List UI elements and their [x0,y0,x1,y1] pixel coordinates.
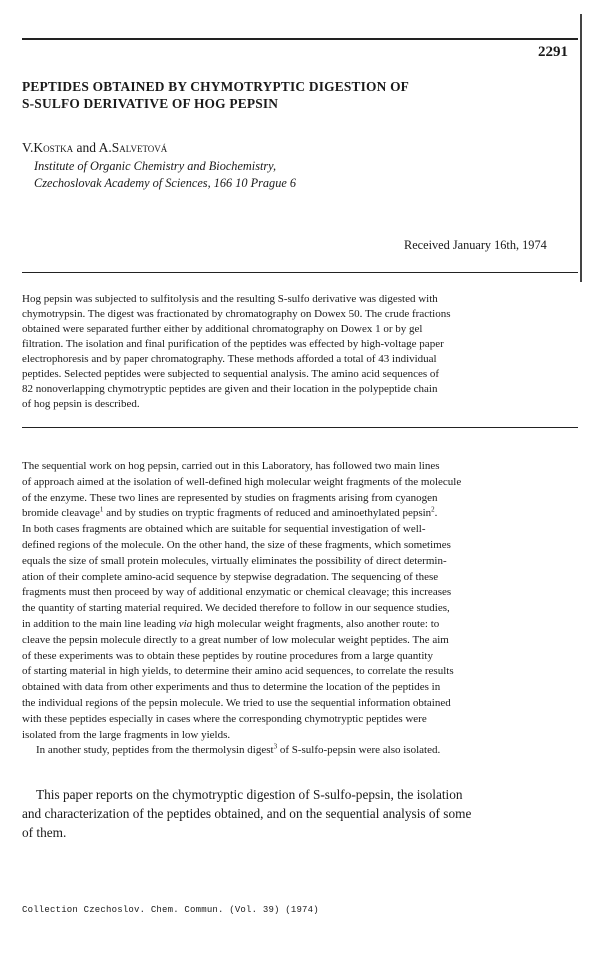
body-line: with these peptides especially in cases where the corresponding chymotryptic peptides were [22,712,427,725]
abstract-line: filtration. The isolation and final purification of the peptides was effected by high-voltage paper [22,338,444,350]
page-number: 2291 [538,44,568,60]
title-line: PEPTIDES OBTAINED BY CHYMOTRYPTIC DIGESTION OF [22,79,410,94]
body-text-span: and by studies on tryptic fragments of reduced and aminoethylated pepsin [103,507,432,520]
page-edge-line [580,14,582,282]
body-line: ation of their complete amino-acid sequence by stepwise degradation. The sequencing of these [22,570,439,583]
body-text-span: high molecular weight fragments, also another route: to [192,617,440,630]
received-rule [22,272,578,273]
body-line: of the enzyme. These two lines are represented by studies on fragments arising from cyanogen [22,491,438,504]
authors [22,140,167,156]
author-conjunction: and [76,140,97,155]
affiliation [34,158,296,192]
body-text-span: In another study, peptides from the thermolysin digest [36,744,274,757]
body-line: equals the size of small protein molecules, virtually eliminates the possibility of direct determin- [22,554,447,567]
abstract-line: peptides. Selected peptides were subjected to sequential analysis. The amino acid sequences of [22,368,440,380]
body-line: of approach aimed at the isolation of well-defined high molecular weight fragments of the molecule [22,475,462,488]
affiliation-line: Institute of Organic Chemistry and Biochemistry, [34,159,277,173]
body-line: the individual regions of the pepsin molecule. We tried to use the sequential information obtained [22,696,451,709]
title-line: S-SULFO DERIVATIVE OF HOG PEPSIN [22,96,279,111]
body-line: The sequential work on hog pepsin, carried out in this Laboratory, has followed two main lines [22,460,440,472]
body-line [22,743,572,759]
body-text [22,459,572,759]
body-line: obtained with data from other experiments and thus to determine the location of the peptides in [22,681,441,694]
body-text-span: of S-sulfo-pepsin were also isolated. [277,744,441,757]
body-line: the quantity of starting material required. We decided therefore to follow in our sequence studies, [22,602,450,615]
abstract [22,292,568,412]
abstract-line: Hog pepsin was subjected to sulfitolysis and the resulting S-sulfo derivative was digested with [22,293,438,305]
intro-line: This paper reports on the chymotryptic digestion of S-sulfo-pepsin, the isolation [36,787,463,802]
body-text-span: bromide cleavage [22,507,100,520]
reference-marker: 3 [273,742,278,751]
author-name: Salvetová [111,140,168,155]
author-initial: A. [98,140,112,155]
intro-paragraph [22,785,574,842]
abstract-line: electrophoresis and by paper chromatography. These methods afforded a total of 43 individual [22,353,437,365]
affiliation-line: Czechoslovak Academy of Sciences, 166 10 Prague 6 [34,176,297,190]
abstract-line: chymotrypsin. The digest was fractionated by chromatography on Dowex 50. The crude fractions [22,308,451,320]
body-line: In both cases fragments are obtained which are suitable for sequential investigation of well- [22,523,426,536]
abstract-line: obtained were separated further either by additional chromatography on Dowex 1 or by gel [22,323,423,335]
emphasis-via: via [178,617,193,630]
received-date: Received January 16th, 1974 [404,238,547,252]
intro-line: and characterization of the peptides obtained, and on the sequential analysis of some [22,806,472,821]
intro-line: of them. [22,825,67,840]
abstract-rule [22,427,578,428]
body-line: defined regions of the molecule. On the other hand, the size of these fragments, which sometimes [22,538,451,551]
abstract-line: 82 nonoverlapping chymotryptic peptides are given and their location in the polypeptide chain [22,383,438,395]
reference-marker: 2 [431,505,435,514]
body-line: of starting material in high yields, to determine their amino acid sequences, to correlate the results [22,665,454,678]
author-initial: V. [22,140,34,155]
body-text-span: . [434,507,438,520]
body-line [22,617,572,633]
journal-footer: Collection Czechoslov. Chem. Commun. (Vol. 39) (1974) [22,905,319,915]
body-line: fragments must then proceed by way of additional enzymatic or chemical cleavage; this increases [22,586,452,599]
author-name: Kostka [33,140,74,155]
body-line [22,506,572,522]
reference-marker: 1 [99,505,104,514]
body-line: of these experiments was to obtain these peptides by routine procedures from a large quantity [22,649,433,662]
body-line: cleave the pepsin molecule directly to a great number of low molecular weight peptides. The aim [22,633,449,646]
header-rule [22,38,578,40]
body-line: isolated from the large fragments in low yields. [22,728,231,741]
body-text-span: in addition to the main line leading [22,617,179,630]
paper-title [22,78,562,112]
abstract-line: of hog pepsin is described. [22,398,140,410]
